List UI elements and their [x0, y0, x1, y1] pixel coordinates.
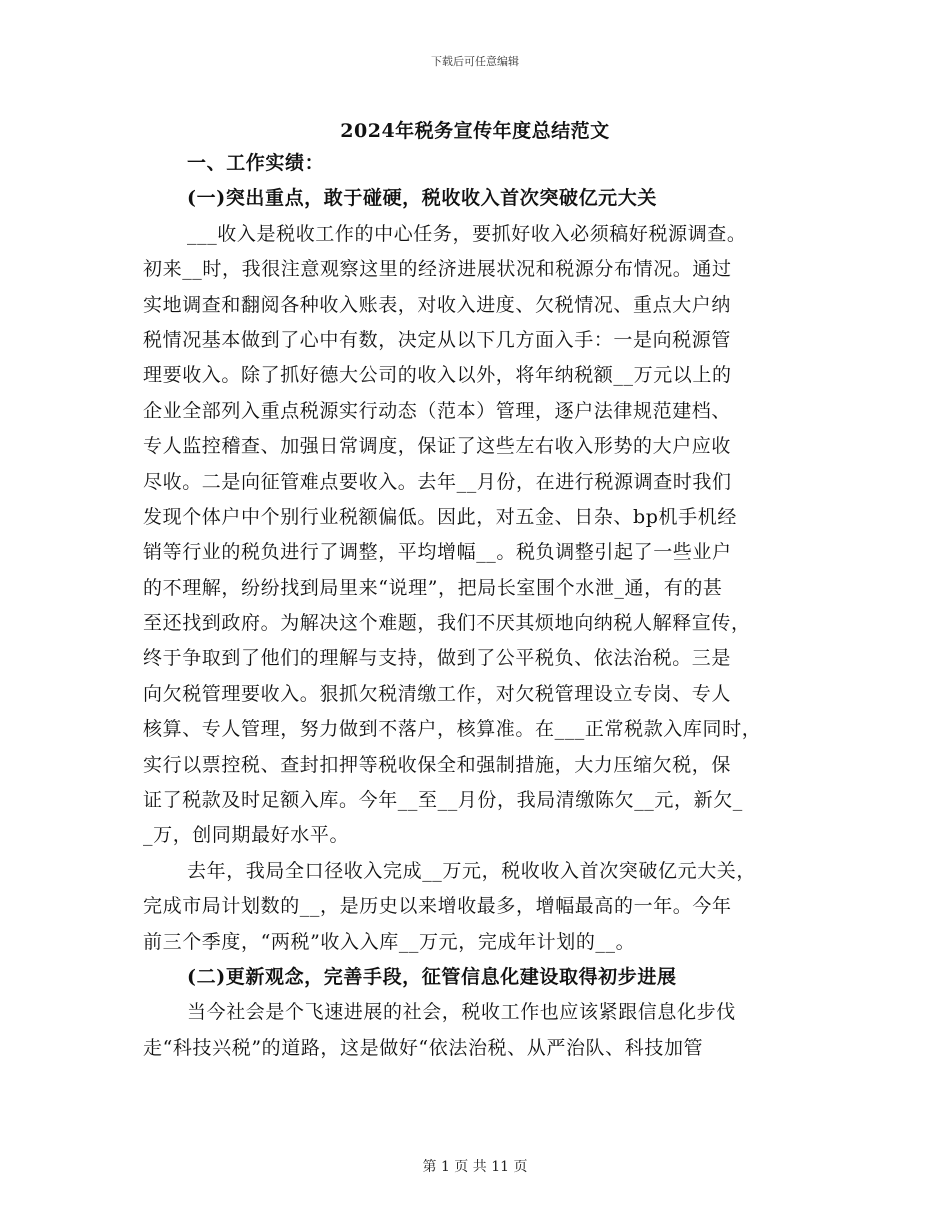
paragraph-line: 的不理解，纷纷找到局里来“说理”，把局长室围个水泄_通，有的甚	[143, 576, 723, 599]
document-body	[143, 146, 823, 1066]
paragraph-line: 销等行业的税负进行了调整，平均增幅__。税负调整引起了一些业户	[143, 541, 732, 564]
subsection-heading: (二)更新观念，完善手段，征管信息化建设取得初步进展	[187, 965, 677, 988]
paragraph-line: 走“科技兴税”的道路，这是做好“依法治税、从严治队、科技加管	[143, 1036, 704, 1059]
paragraph-line: 专人监控稽查、加强日常调度，保证了这些左右收入形势的大户应收	[143, 435, 732, 458]
paragraph-line: 尽收。二是向征管难点要收入。去年__月份，在进行税源调查时我们	[143, 470, 732, 493]
paragraph-line: 实行以票控税、查封扣押等税收保全和强制措施，大力压缩欠税，保	[143, 753, 732, 776]
paragraph-line: 向欠税管理要收入。狠抓欠税清缴工作，对欠税管理设立专岗、专人	[143, 682, 732, 705]
paragraph-line: ___收入是税收工作的中心任务，要抓好收入必须稿好税源调查。	[187, 222, 747, 245]
paragraph-line: 理要收入。除了抓好德大公司的收入以外，将年纳税额__万元以上的	[143, 364, 732, 387]
paragraph-line: 完成市局计划数的__，是历史以来增收最多，增幅最高的一年。今年	[143, 895, 732, 918]
paragraph-line: 初来__时，我很注意观察这里的经济进展状况和税源分布情况。通过	[143, 258, 732, 281]
subsection-heading: (一)突出重点，敢于碰硬，税收收入首次突破亿元大关	[187, 187, 657, 210]
page-number: 第 1 页 共 11 页	[422, 1159, 528, 1175]
document-title: 2024年税务宣传年度总结范文	[340, 120, 610, 142]
paragraph-line: 税情况基本做到了心中有数，决定从以下几方面入手：一是向税源管	[143, 328, 732, 351]
paragraph-line: 发现个体户中个别行业税额偏低。因此，对五金、日杂、bp机手机经	[143, 505, 737, 528]
paragraph-line: 企业全部列入重点税源实行动态（范本）管理，逐户法律规范建档、	[143, 399, 732, 422]
paragraph-line: 终于争取到了他们的理解与支持，做到了公平税负、依法治税。三是	[143, 647, 732, 670]
paragraph-line: 前三个季度，“两税”收入入库__万元，完成年计划的__。	[143, 930, 636, 953]
paragraph-line: 去年，我局全口径收入完成__万元，税收收入首次突破亿元大关，	[187, 859, 757, 882]
section-heading: 一、工作实绩：	[187, 152, 325, 174]
paragraph-line: 实地调查和翻阅各种收入账表，对收入进度、欠税情况、重点大户纳	[143, 293, 732, 316]
paragraph-line: 至还找到政府。为解决这个难题，我们不厌其烦地向纳税人解释宣传，	[143, 612, 751, 635]
paragraph-line: 当今社会是个飞速进展的社会，税收工作也应该紧跟信息化步伐	[187, 1001, 736, 1024]
page-header-note: 下载后可任意编辑	[431, 55, 519, 68]
paragraph-line: 证了税款及时足额入库。今年__至__月份，我局清缴陈欠__元，新欠_	[143, 789, 743, 812]
paragraph-line: 核算、专人管理，努力做到不落户，核算准。在___正常税款入库同时，	[143, 718, 762, 741]
paragraph-line: _万，创同期最好水平。	[143, 824, 350, 847]
